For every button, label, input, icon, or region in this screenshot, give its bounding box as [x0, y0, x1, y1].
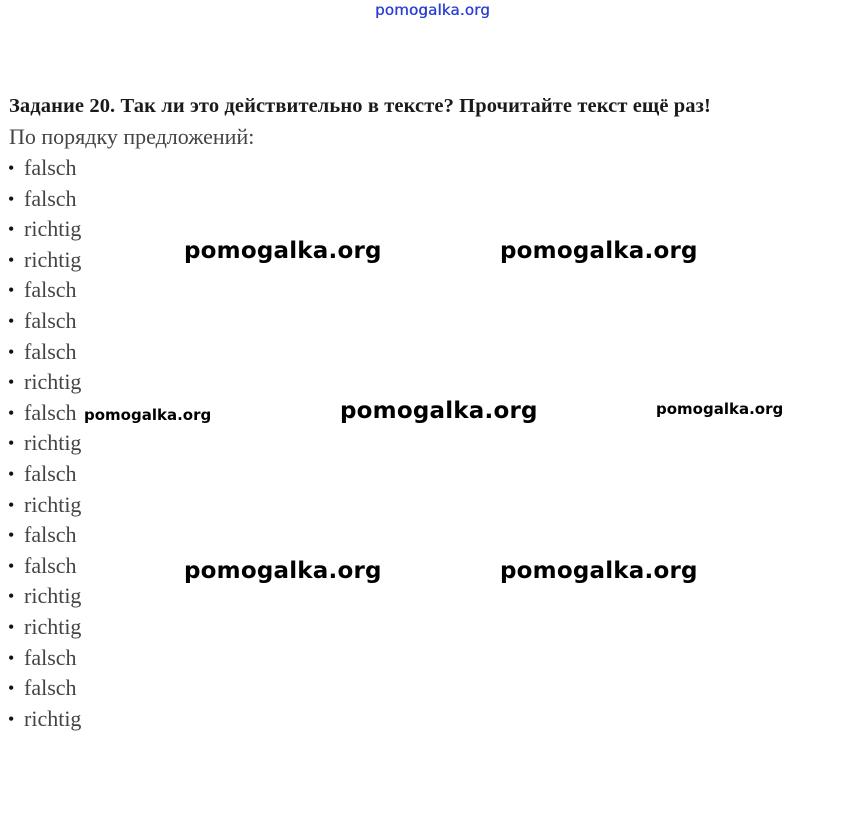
answer-item [8, 520, 81, 551]
task-subtitle: По порядку предложений: [9, 124, 255, 149]
answer-item [8, 153, 81, 184]
bullet-icon: • [8, 310, 15, 331]
bullet-icon: • [8, 188, 15, 209]
answer-text: falsch [24, 338, 77, 364]
answer-item [8, 398, 81, 429]
task-title: Задание 20. Так ли это действительно в тексте? Прочитайте текст ещё раз! [9, 95, 711, 117]
answer-item [8, 704, 81, 735]
answer-item [8, 490, 81, 521]
bullet-icon: • [8, 678, 15, 699]
answer-text: richtig [24, 369, 82, 395]
bullet-icon: • [8, 463, 15, 484]
answer-item [8, 184, 81, 215]
watermark: pomogalka.org [500, 558, 698, 584]
answer-item [8, 428, 81, 459]
watermark: pomogalka.org [656, 400, 784, 418]
answer-text: richtig [24, 430, 82, 456]
answer-text: falsch [24, 552, 77, 578]
bullet-icon: • [8, 616, 15, 637]
bullet-icon: • [8, 494, 15, 515]
bullet-icon: • [8, 433, 15, 454]
answer-text: richtig [24, 705, 82, 731]
watermark: pomogalka.org [340, 398, 538, 424]
watermark: pomogalka.org [500, 238, 698, 264]
watermark: pomogalka.org [84, 406, 212, 424]
watermark: pomogalka.org [184, 238, 382, 264]
answer-text: richtig [24, 246, 82, 272]
answer-item [8, 214, 81, 245]
answer-text: falsch [24, 155, 77, 180]
bullet-icon: • [8, 341, 15, 362]
answer-item [8, 673, 81, 704]
answer-item [8, 275, 81, 306]
answer-text: richtig [24, 216, 82, 242]
answer-text: falsch [24, 675, 77, 701]
answer-item [8, 306, 81, 337]
answer-text: falsch [24, 185, 77, 211]
site-link[interactable]: pomogalka.org [375, 1, 490, 19]
answer-text: falsch [24, 307, 77, 333]
answer-text: richtig [24, 583, 82, 609]
answer-text: richtig [24, 613, 82, 639]
answer-item [8, 459, 81, 490]
answer-item [8, 245, 81, 276]
answer-text: falsch [24, 277, 77, 303]
answer-item [8, 367, 81, 398]
bullet-icon: • [8, 372, 15, 393]
answer-item [8, 551, 81, 582]
answer-list [8, 153, 81, 734]
answer-item [8, 581, 81, 612]
bullet-icon: • [8, 525, 15, 546]
bullet-icon: • [8, 249, 15, 270]
answer-text: richtig [24, 491, 82, 517]
answer-item [8, 612, 81, 643]
bullet-icon: • [8, 586, 15, 607]
bullet-icon: • [8, 708, 15, 729]
bullet-icon: • [8, 158, 15, 178]
bullet-icon: • [8, 219, 15, 240]
bullet-icon: • [8, 647, 15, 668]
answer-item [8, 643, 81, 674]
answer-text: falsch [24, 399, 77, 425]
answer-text: falsch [24, 644, 77, 670]
answer-text: falsch [24, 522, 77, 548]
answer-item [8, 337, 81, 368]
bullet-icon: • [8, 555, 15, 576]
bullet-icon: • [8, 280, 15, 301]
watermark: pomogalka.org [184, 558, 382, 584]
answer-text: falsch [24, 460, 77, 486]
bullet-icon: • [8, 402, 15, 423]
